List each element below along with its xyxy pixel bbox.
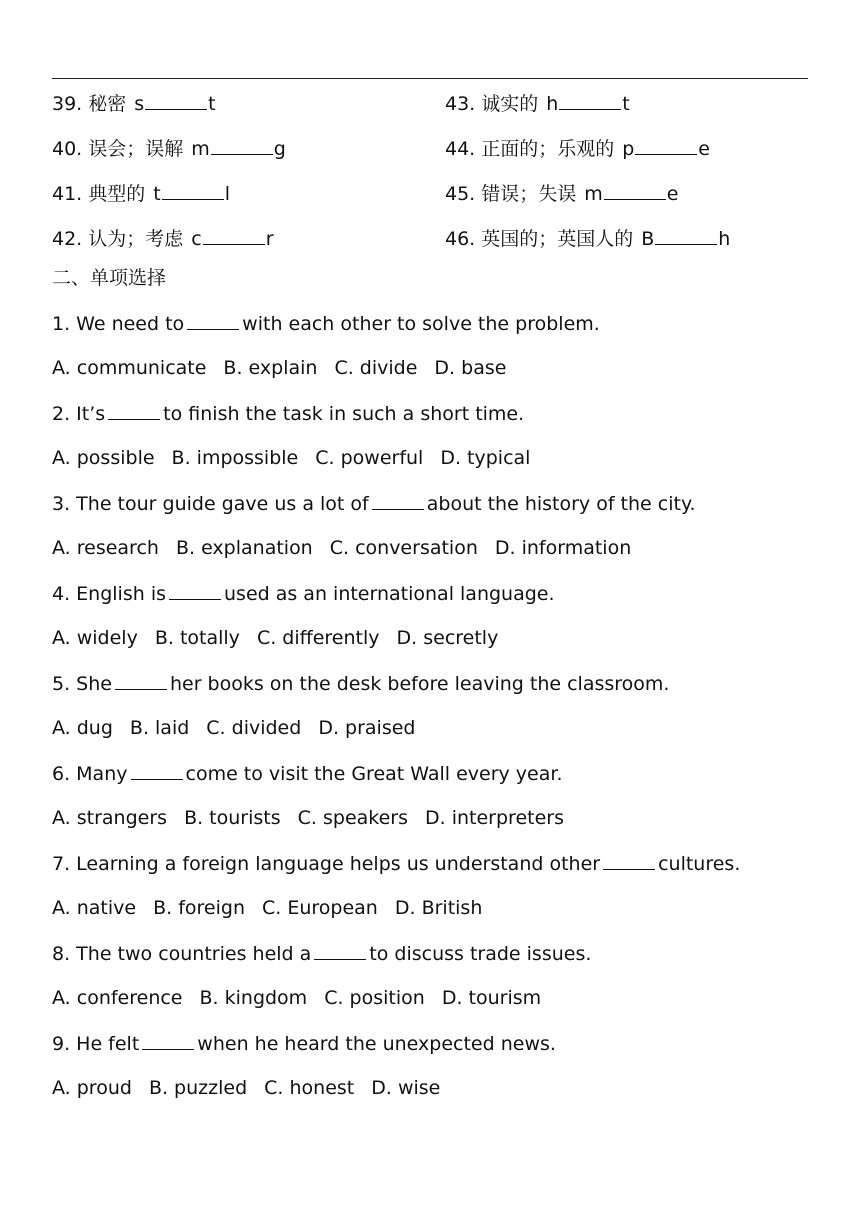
- option-c[interactable]: C. European: [262, 897, 378, 919]
- option-c[interactable]: C. speakers: [297, 807, 409, 829]
- vocab-number: 40.: [52, 138, 83, 160]
- option-b[interactable]: B. impossible: [171, 447, 299, 469]
- vocab-blank[interactable]: [655, 226, 717, 245]
- vocab-blank[interactable]: [635, 136, 697, 155]
- section-title: 二、单项选择: [52, 267, 167, 289]
- vocab-item-43: [445, 91, 630, 116]
- question-text: cultures.: [658, 853, 741, 875]
- answer-blank[interactable]: [187, 311, 239, 330]
- vocab-last-letter: t: [622, 93, 630, 115]
- vocab-item-42: [52, 226, 274, 251]
- option-d[interactable]: D. typical: [440, 447, 531, 469]
- question-text: used as an international language.: [224, 583, 555, 605]
- vocab-item-39: [52, 91, 216, 116]
- option-d[interactable]: D. praised: [318, 717, 416, 739]
- question-text: 8. The two countries held a: [52, 943, 312, 965]
- vocab-first-letter: m: [191, 138, 210, 160]
- answer-blank[interactable]: [169, 581, 221, 600]
- vocab-chinese: 误会；误解: [88, 138, 184, 160]
- vocab-chinese: 诚实的: [481, 93, 539, 115]
- vocab-first-letter: s: [134, 93, 145, 115]
- option-d[interactable]: D. tourism: [441, 987, 542, 1009]
- vocab-blank[interactable]: [203, 226, 265, 245]
- question-8: [52, 941, 591, 966]
- option-a[interactable]: A. dug: [52, 717, 113, 739]
- vocab-last-letter: e: [698, 138, 710, 160]
- vocab-item-40: [52, 136, 286, 161]
- question-text: 5. She: [52, 673, 112, 695]
- question-2: [52, 401, 524, 426]
- vocab-number: 39.: [52, 93, 83, 115]
- option-d[interactable]: D. secretly: [396, 627, 499, 649]
- question-4: [52, 581, 555, 606]
- option-d[interactable]: D. wise: [371, 1077, 441, 1099]
- vocab-last-letter: h: [718, 228, 731, 250]
- option-a[interactable]: A. conference: [52, 987, 183, 1009]
- question-text: 7. Learning a foreign language helps us understand other: [52, 853, 601, 875]
- vocab-item-45: [445, 181, 678, 206]
- options-2: [52, 446, 547, 470]
- vocab-last-letter: r: [265, 228, 274, 250]
- question-text: to discuss trade issues.: [369, 943, 592, 965]
- options-4: [52, 626, 515, 650]
- question-text: 4. English is: [52, 583, 166, 605]
- vocab-chinese: 错误；失误: [481, 183, 577, 205]
- vocab-blank[interactable]: [559, 91, 621, 110]
- option-b[interactable]: B. puzzled: [148, 1077, 248, 1099]
- question-9: [52, 1031, 556, 1056]
- option-b[interactable]: B. explain: [223, 357, 318, 379]
- vocab-number: 45.: [445, 183, 476, 205]
- vocab-item-44: [445, 136, 710, 161]
- options-1: [52, 356, 523, 380]
- option-b[interactable]: B. laid: [129, 717, 190, 739]
- vocab-number: 44.: [445, 138, 476, 160]
- question-text: 2. It’s: [52, 403, 106, 425]
- option-d[interactable]: D. information: [494, 537, 632, 559]
- vocab-last-letter: l: [224, 183, 230, 205]
- vocab-chinese: 英国的；英国人的: [481, 228, 634, 250]
- question-text: about the history of the city.: [426, 493, 696, 515]
- vocab-number: 41.: [52, 183, 83, 205]
- question-3: [52, 491, 696, 516]
- vocab-first-letter: p: [622, 138, 635, 160]
- question-text: 9. He felt: [52, 1033, 140, 1055]
- vocab-number: 46.: [445, 228, 476, 250]
- vocab-blank[interactable]: [604, 181, 666, 200]
- options-3: [52, 536, 648, 560]
- vocab-first-letter: h: [546, 93, 559, 115]
- options-8: [52, 986, 558, 1010]
- vocab-first-letter: m: [584, 183, 603, 205]
- vocab-chinese: 秘密: [88, 93, 127, 115]
- question-text: her books on the desk before leaving the classroom.: [169, 673, 670, 695]
- question-text: 1. We need to: [52, 313, 185, 335]
- vocab-blank[interactable]: [211, 136, 273, 155]
- vocab-chinese: 正面的；乐观的: [481, 138, 615, 160]
- option-c[interactable]: C. conversation: [329, 537, 478, 559]
- answer-blank[interactable]: [603, 851, 655, 870]
- option-d[interactable]: D. interpreters: [425, 807, 564, 829]
- options-5: [52, 716, 432, 740]
- option-c[interactable]: C. honest: [264, 1077, 355, 1099]
- answer-blank[interactable]: [314, 941, 366, 960]
- vocab-item-46: [445, 226, 730, 251]
- question-text: to finish the task in such a short time.: [163, 403, 525, 425]
- option-a[interactable]: A. communicate: [52, 357, 207, 379]
- vocab-blank[interactable]: [145, 91, 207, 110]
- vocab-chinese: 典型的: [88, 183, 146, 205]
- options-7: [52, 896, 499, 920]
- option-c[interactable]: C. powerful: [315, 447, 424, 469]
- option-b[interactable]: B. totally: [154, 627, 240, 649]
- option-c[interactable]: C. divided: [206, 717, 302, 739]
- vocab-last-letter: e: [666, 183, 679, 205]
- option-a[interactable]: A. widely: [52, 627, 138, 649]
- vocab-item-41: [52, 181, 230, 206]
- vocab-last-letter: g: [273, 138, 286, 160]
- question-text: 6. Many: [52, 763, 128, 785]
- answer-blank[interactable]: [108, 401, 160, 420]
- option-b[interactable]: B. kingdom: [199, 987, 308, 1009]
- question-text: 3. The tour guide gave us a lot of: [52, 493, 369, 515]
- answer-blank[interactable]: [372, 491, 424, 510]
- vocab-blank[interactable]: [162, 181, 224, 200]
- option-d[interactable]: D. base: [434, 357, 507, 379]
- question-5: [52, 671, 669, 696]
- vocab-first-letter: B: [641, 228, 655, 250]
- option-a[interactable]: A. possible: [52, 447, 155, 469]
- question-text: with each other to solve the problem.: [242, 313, 600, 335]
- top-divider: [52, 78, 808, 79]
- option-b[interactable]: B. tourists: [184, 807, 281, 829]
- options-9: [52, 1076, 457, 1100]
- answer-blank[interactable]: [142, 1031, 194, 1050]
- question-text: when he heard the unexpected news.: [197, 1033, 556, 1055]
- question-6: [52, 761, 563, 786]
- option-c[interactable]: C. position: [324, 987, 425, 1009]
- option-c[interactable]: C. differently: [256, 627, 380, 649]
- question-7: [52, 851, 740, 876]
- vocab-number: 43.: [445, 93, 476, 115]
- vocab-chinese: 认为；考虑: [88, 228, 184, 250]
- option-c[interactable]: C. divide: [334, 357, 418, 379]
- vocab-number: 42.: [52, 228, 83, 250]
- options-6: [52, 806, 581, 830]
- option-a[interactable]: A. strangers: [52, 807, 168, 829]
- answer-blank[interactable]: [115, 671, 167, 690]
- option-d[interactable]: D. British: [394, 897, 483, 919]
- option-b[interactable]: B. explanation: [175, 537, 313, 559]
- answer-blank[interactable]: [131, 761, 183, 780]
- option-b[interactable]: B. foreign: [153, 897, 245, 919]
- vocab-first-letter: c: [191, 228, 202, 250]
- option-a[interactable]: A. research: [52, 537, 159, 559]
- option-a[interactable]: A. proud: [52, 1077, 132, 1099]
- question-1: [52, 311, 600, 336]
- vocab-first-letter: t: [153, 183, 161, 205]
- vocab-last-letter: t: [208, 93, 216, 115]
- question-text: come to visit the Great Wall every year.: [185, 763, 563, 785]
- option-a[interactable]: A. native: [52, 897, 137, 919]
